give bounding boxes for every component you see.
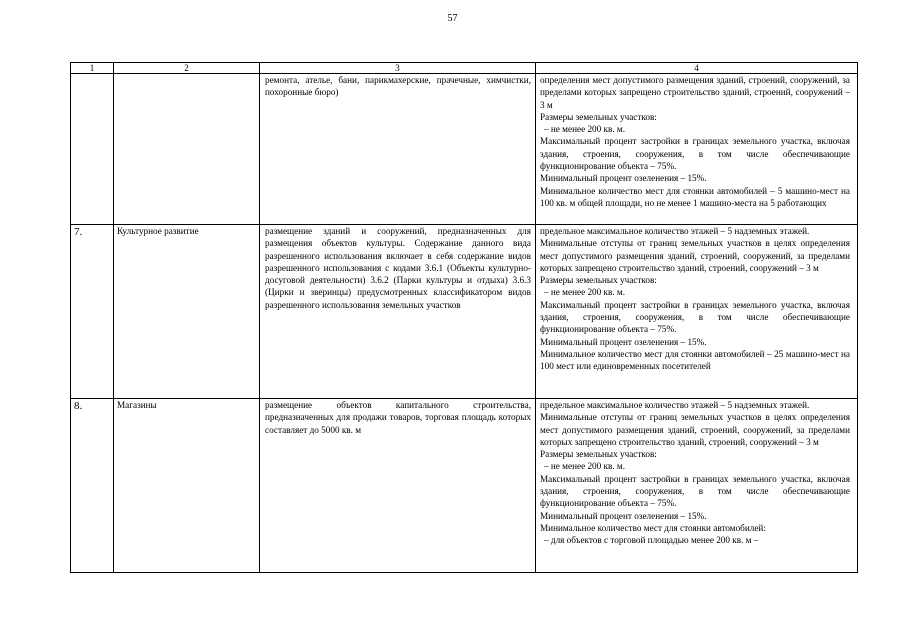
use-name-cell: Культурное развитие [114,225,260,399]
param-line: Максимальный процент застройки в границах земельного участка, включая здания, строения, сооружения, в том числе обеспечивающие функционирование объекта – 75%. [540,299,850,335]
column-header: 2 [114,63,260,74]
use-name-cell [114,74,260,225]
param-line: определения мест допустимого размещения зданий, строений, сооружений, за пределами которых запрещено строительство зданий, строений, сооружений – 3 м [540,75,850,110]
param-line: Размеры земельных участков: [540,275,657,286]
param-line: – для объектов с торговой площадью менее 200 кв. м – [544,535,759,546]
row-number-cell: 7. [71,225,114,399]
use-parameters-cell [536,399,858,573]
column-header: 1 [71,63,114,74]
use-description-cell: размещение зданий и сооружений, предназначенных для размещения объектов культуры. Содержание данного вида разрешенного использования включает в себя содержание видов разрешенного использования с кодами 3.6.1 (Объекты культурно-досуговой деятельности) 3.6.2 (Парки культуры и отдыха) 3.6.3 (Цирки и зверинцы) предусмотренных классификатором видов разрешенного использования земельных участков [260,225,536,399]
row-number-cell: 8. [71,399,114,573]
param-line: Размеры земельных участков: [540,111,657,122]
param-line: Минимальное количество мест для стоянки автомобилей – 5 машино-мест на 100 кв. м общей площади, но не менее 1 машино-места на 5 работающих [540,185,850,208]
param-line: Минимальное количество мест для стоянки автомобилей – 25 машино-мест на 100 мест или единовременных посетителей [540,348,850,372]
param-line: Минимальные отступы от границ земельных участков в целях определения мест допустимого размещения зданий, строений, сооружений, за пределами которых запрещено строительство зданий, строений, сооружений – 3 м [540,412,850,447]
column-header: 4 [536,63,858,74]
table-header-row [71,63,858,74]
column-header: 3 [260,63,536,74]
param-line: Минимальные отступы от границ земельных участков в целях определения мест допустимого размещения зданий, строений, сооружений, за пределами которых запрещено строительство зданий, строений, сооружений – 3 м [540,238,850,273]
param-line: Минимальный процент озеленения – 15%. [540,336,707,347]
param-line: Минимальный процент озеленения – 15%. [540,510,707,521]
table-row [71,225,858,399]
use-parameters-cell [536,225,858,399]
table-row [71,74,858,225]
param-line: предельное максимальное количество этажей – 5 надземных этажей. [540,400,810,410]
use-description-cell: размещение объектов капитального строительства, предназначенных для продажи товаров, торговая площадь которых составляет до 5000 кв. м [260,399,536,573]
param-line: – не менее 200 кв. м. [544,124,626,135]
zoning-table [70,62,858,573]
table-row [71,399,858,573]
param-line: Максимальный процент застройки в границах земельного участка, включая здания, строения, сооружения, в том числе обеспечивающие функционирование объекта – 75%. [540,136,850,172]
param-line: Минимальное количество мест для стоянки автомобилей: [540,522,766,533]
param-line: Максимальный процент застройки в границах земельного участка, включая здания, строения, сооружения, в том числе обеспечивающие функционирование объекта – 75%. [540,473,850,509]
page-number: 57 [447,13,458,24]
use-name-cell: Магазины [114,399,260,573]
param-line: Размеры земельных участков: [540,449,657,460]
param-line: – не менее 200 кв. м. [544,461,626,472]
param-line: Минимальный процент озеленения – 15%. [540,173,707,184]
use-parameters-cell [536,74,858,225]
param-line: предельное максимальное количество этажей – 5 надземных этажей. [540,226,810,236]
param-line: – не менее 200 кв. м. [544,287,626,298]
use-description-cell: ремонта, ателье, бани, парикмахерские, прачечные, химчистки, похоронные бюро) [260,74,536,225]
row-number-cell [71,74,114,225]
